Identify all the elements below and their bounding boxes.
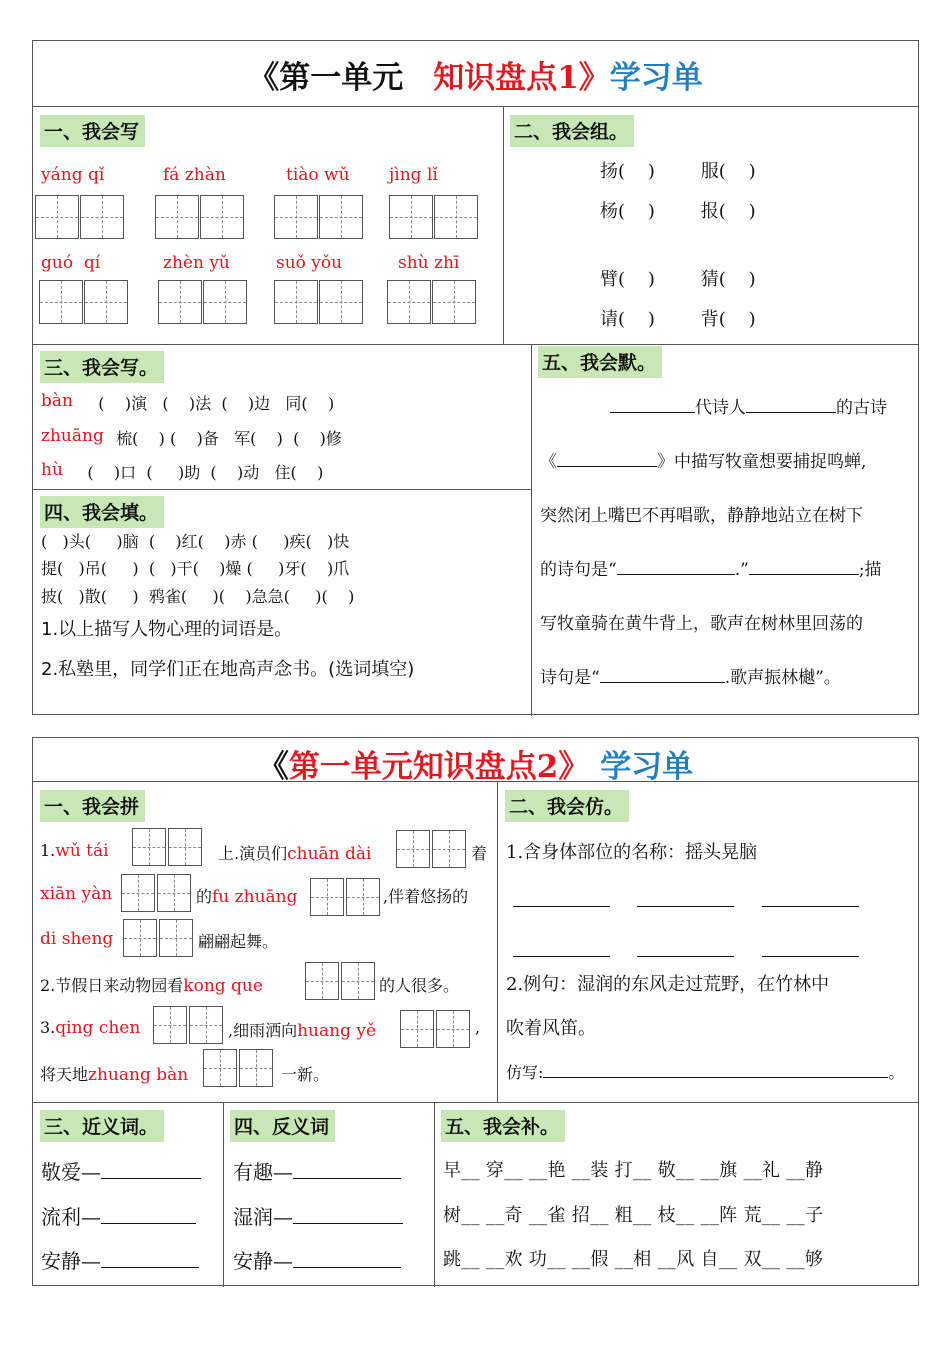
poem-line: 写牧童骑在黄牛背上，歌声在树林里回荡的: [540, 614, 863, 634]
text: 》中描写牧童想要捕捉鸣蝉,: [657, 452, 867, 472]
section-heading: 一、我会写: [40, 115, 145, 147]
divider: [503, 106, 504, 344]
writing-grid[interactable]: [396, 830, 468, 868]
writing-grid[interactable]: [274, 280, 364, 324]
question: 2.私塾里，同学们正在地高声念书。(选词填空): [41, 659, 415, 680]
pinyin-label: tiào wǔ: [286, 165, 350, 185]
title-part-2: 知识盘点1》: [433, 60, 610, 96]
worksheet-1: [32, 40, 919, 715]
divider: [434, 1102, 435, 1287]
answer-blank[interactable]: [557, 466, 657, 467]
antonym-item: [233, 1201, 403, 1230]
text: 湿润—: [233, 1205, 293, 1229]
text: 1.: [40, 841, 56, 860]
word-group-line: 臂( ) 猜( ): [600, 269, 756, 290]
pinyin-label: qing chen: [55, 1018, 141, 1038]
poem-line: 突然闭上嘴巴不再唱歌，静静地站立在树下: [540, 506, 863, 526]
word-group-line: 请( ) 背( ): [600, 309, 756, 330]
divider: [223, 1102, 224, 1287]
text: 安静—: [41, 1249, 101, 1273]
text: 代诗人: [695, 398, 746, 418]
text: 上.演员们: [218, 844, 288, 863]
writing-grid[interactable]: [123, 919, 195, 957]
pinyin-label: xiān yàn: [40, 884, 113, 904]
pinyin-label: di sheng: [40, 929, 114, 949]
poem-line: [540, 663, 841, 688]
text: 。: [888, 1063, 905, 1082]
answer-blank[interactable]: [513, 938, 610, 957]
word-group-line: 杨( ) 报( ): [600, 201, 756, 222]
text: 的人很多。: [379, 976, 460, 995]
writing-grid[interactable]: [153, 1006, 225, 1044]
answer-blank[interactable]: [101, 1223, 196, 1224]
section-heading: 三、近义词。: [40, 1110, 164, 1142]
pinyin-label: wǔ tái: [55, 841, 109, 861]
writing-grid[interactable]: [387, 280, 477, 324]
text: ,伴着悠扬的: [383, 887, 469, 906]
text: 流利—: [41, 1205, 101, 1229]
text: [40, 1018, 140, 1038]
worksheet-1-title: [33, 52, 918, 97]
divider: [33, 344, 918, 345]
section-heading: 二、我会组。: [510, 115, 634, 147]
text: ;描: [858, 560, 882, 580]
pinyin-label: chuān dài: [287, 844, 372, 864]
text: 有趣—: [233, 1160, 293, 1184]
text: 诗句是“: [540, 668, 600, 688]
answer-blank[interactable]: [293, 1178, 401, 1179]
answer-blank[interactable]: [600, 682, 725, 683]
fill-line: ( )口 ( )助 ( )动 住( ): [67, 463, 324, 482]
answer-blank[interactable]: [101, 1267, 199, 1268]
synonym-item: [41, 1201, 196, 1230]
text: ,细雨洒向: [228, 1021, 298, 1040]
text: 翩翩起舞。: [198, 932, 279, 951]
text: 3.: [40, 1018, 56, 1037]
synonym-item: [41, 1156, 201, 1185]
answer-blank[interactable]: [293, 1267, 401, 1268]
section-heading: 五、我会补。: [441, 1110, 565, 1142]
section-heading: 四、我会填。: [40, 496, 164, 528]
synonym-item: [41, 1245, 199, 1274]
answer-blank[interactable]: [749, 574, 859, 575]
text: 将天地: [40, 1065, 89, 1084]
text: 2.节假日来动物园看: [40, 976, 184, 995]
fill-line: ( )头( )脑 ( )红( )赤 ( )疾( )快: [41, 532, 350, 551]
text: 着: [471, 844, 488, 863]
divider: [33, 489, 531, 490]
poem-line: [540, 555, 882, 580]
pinyin-label: guó qí: [41, 253, 101, 273]
divider: [497, 781, 498, 1102]
pinyin-label: fu zhuāng: [212, 887, 298, 907]
writing-grid[interactable]: [155, 195, 245, 239]
text: 仿写:: [506, 1063, 544, 1082]
worksheet-2-title: [33, 741, 918, 786]
pinyin-label: suǒ yǒu: [276, 253, 343, 273]
section-heading: 四、反义词: [230, 1110, 335, 1142]
text: 一新。: [281, 1065, 330, 1084]
answer-blank[interactable]: [617, 574, 735, 575]
fill-line: 跳__ __欢 功__ __假 __相 __风 自__ 双__ __够: [443, 1249, 824, 1270]
text: 《: [540, 452, 557, 472]
fill-line: 早__ 穿__ __艳 __装 打__ 敬__ __旗 __礼 __静: [443, 1160, 824, 1181]
word-group-line: 扬( ) 服( ): [600, 161, 756, 182]
section-heading: 二、我会仿。: [505, 790, 629, 822]
pinyin-label: shù zhī: [398, 253, 460, 273]
text: ,: [475, 1018, 481, 1037]
writing-grid[interactable]: [310, 878, 382, 916]
answer-blank[interactable]: [637, 938, 734, 957]
fill-line: 披( )散( ) 鸦雀( )( )急急( )( ): [41, 587, 355, 606]
writing-grid[interactable]: [158, 280, 248, 324]
answer-blank[interactable]: [746, 412, 836, 413]
pinyin-label: yáng qǐ: [41, 165, 105, 185]
poem-line: [540, 393, 887, 418]
text: 敬爱—: [41, 1160, 101, 1184]
imitate-line: [506, 1060, 904, 1083]
writing-grid[interactable]: [274, 195, 364, 239]
text: [40, 1062, 188, 1085]
fill-line: ( )演 ( )法 ( )边 同( ): [83, 394, 335, 413]
text: 的古诗: [836, 398, 887, 418]
answer-blank[interactable]: [610, 412, 695, 413]
text: [228, 1018, 376, 1041]
question: 1.含身体部位的名称：摇头晃脑: [506, 842, 758, 863]
text: .歌声振林樾”。: [724, 668, 841, 688]
answer-blank[interactable]: [293, 1223, 403, 1224]
title-part-1: 《第一单元: [248, 60, 404, 96]
antonym-item: [233, 1156, 401, 1185]
section-heading: 一、我会拼: [40, 790, 145, 822]
writing-grid[interactable]: [389, 195, 479, 239]
answer-blank[interactable]: [543, 1077, 888, 1078]
fill-line: 梳( ) ( )备 军( ) ( )修: [111, 429, 342, 448]
pinyin-label: fá zhàn: [163, 165, 226, 185]
divider: [33, 781, 918, 782]
writing-grid[interactable]: [39, 280, 129, 324]
fill-line: 提( )吊( ) ( )干( )燥 ( )牙( )爪: [41, 559, 350, 578]
answer-blank[interactable]: [637, 888, 734, 907]
text: 的: [196, 887, 213, 906]
antonym-item: [233, 1245, 401, 1274]
poem-line: [540, 447, 866, 472]
pinyin-label: bàn: [41, 391, 73, 411]
writing-grid[interactable]: [35, 195, 125, 239]
fill-line: 树__ __奇 __雀 招__ 粗__ 枝__ __阵 荒__ __子: [443, 1205, 824, 1226]
writing-grid[interactable]: [121, 874, 193, 912]
pinyin-label: zhèn yǔ: [163, 253, 230, 273]
answer-blank[interactable]: [101, 1178, 201, 1179]
pinyin-label: zhuāng: [41, 426, 104, 446]
pinyin-label: huang yě: [297, 1021, 377, 1041]
divider: [33, 106, 918, 107]
pinyin-line: [40, 841, 109, 861]
pinyin-label: kong que: [183, 976, 263, 996]
section-heading: 五、我会默。: [538, 346, 662, 378]
section-heading: 三、我会写。: [40, 351, 164, 383]
answer-blank[interactable]: [762, 888, 859, 907]
question: 吹着风笛。: [506, 1018, 596, 1039]
pinyin-label: zhuang bàn: [88, 1065, 189, 1085]
writing-grid[interactable]: [400, 1010, 472, 1048]
divider: [531, 344, 532, 716]
pinyin-label: jìng lǐ: [389, 165, 438, 185]
text: [40, 973, 263, 996]
writing-grid[interactable]: [203, 1049, 275, 1087]
divider: [33, 1102, 918, 1103]
answer-blank[interactable]: [513, 888, 610, 907]
text: .”: [734, 560, 749, 580]
title-part-1: 《: [257, 749, 289, 785]
text: [196, 884, 297, 907]
answer-blank[interactable]: [762, 938, 859, 957]
title-part-3: 学习单: [609, 60, 703, 96]
writing-grid[interactable]: [305, 962, 377, 1000]
question: 2.例句：湿润的东风走过荒野，在竹林中: [506, 974, 830, 995]
question: 1.以上描写人物心理的词语是。: [41, 619, 293, 640]
text: 安静—: [233, 1249, 293, 1273]
title-part-2: 第一单元知识盘点2》: [288, 749, 590, 785]
pinyin-label: hù: [41, 460, 63, 480]
worksheet-2: [32, 737, 919, 1286]
text: 的诗句是“: [540, 560, 617, 580]
writing-grid[interactable]: [132, 828, 204, 866]
title-part-3: 学习单: [600, 749, 694, 785]
text: [218, 841, 371, 864]
